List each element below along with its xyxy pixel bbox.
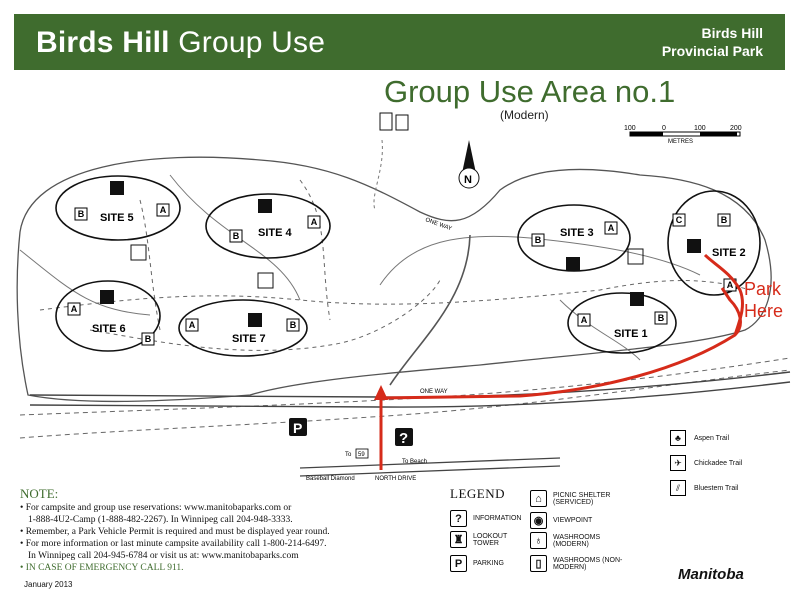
legend-item-lookout: ♜ LOOKOUT TOWER bbox=[450, 531, 513, 548]
info-icon: ? bbox=[450, 510, 467, 527]
svg-text:B: B bbox=[534, 235, 542, 245]
scale-tick-1: 100 bbox=[624, 125, 636, 132]
lookout-tower-icon bbox=[380, 113, 392, 130]
scale-tick-3: 100 bbox=[694, 125, 706, 132]
svg-text:B: B bbox=[232, 231, 240, 241]
north-drive-label: NORTH DRIVE bbox=[375, 476, 417, 482]
publication-date: January 2013 bbox=[24, 580, 73, 589]
legend-item-picnic: ⌂ PICNIC SHELTER (SERVICED) bbox=[530, 490, 633, 507]
svg-text:A: A bbox=[188, 320, 196, 330]
one-way-bottom-label: ONE WAY bbox=[420, 389, 448, 395]
trail-key-chickadee: ✈ Chickadee Trail bbox=[670, 455, 742, 471]
lookout-tower-icon: ♜ bbox=[450, 531, 467, 548]
site-6-label: SITE 6 bbox=[92, 323, 126, 335]
site-3-label: SITE 3 bbox=[560, 227, 594, 239]
park-name: Birds Hill Provincial Park bbox=[661, 25, 763, 59]
legend-item-parking: P PARKING bbox=[450, 555, 504, 572]
svg-text:B: B bbox=[657, 313, 665, 323]
site-5-label: SITE 5 bbox=[100, 212, 134, 224]
note-line: • IN CASE OF EMERGENCY CALL 911. bbox=[20, 563, 184, 573]
svg-text:A: A bbox=[310, 217, 318, 227]
legend-item-washroom-nonmodern: ▯ WASHROOMS (NON-MODERN) bbox=[530, 555, 623, 572]
to-beach-label: To Beach bbox=[402, 459, 428, 465]
notes-heading: NOTE: bbox=[20, 486, 59, 501]
scale-tick-2: 0 bbox=[662, 125, 666, 132]
viewpoint-icon: ◉ bbox=[530, 512, 547, 529]
page-title: Birds Hill Group Use bbox=[36, 26, 326, 59]
legend-item-viewpoint: ◉ VIEWPOINT bbox=[530, 512, 592, 529]
svg-text:B: B bbox=[289, 320, 297, 330]
manitoba-logo: Manitoba bbox=[678, 566, 744, 583]
notes-panel bbox=[20, 488, 430, 574]
note-line: • Remember, a Park Vehicle Permit is required and must be displayed year round. bbox=[20, 527, 330, 537]
picnic-shelter-icons bbox=[100, 181, 701, 327]
svg-text:B: B bbox=[144, 334, 152, 344]
site-4-label: SITE 4 bbox=[258, 227, 292, 239]
svg-text:B: B bbox=[77, 209, 85, 219]
site-2-label: SITE 2 bbox=[712, 247, 746, 259]
svg-text:P: P bbox=[293, 420, 303, 436]
compass-letter: N bbox=[464, 174, 472, 186]
washrooms-nonmodern-icon: ▯ bbox=[530, 555, 547, 572]
parking-icon: P bbox=[450, 555, 467, 572]
scale-bar bbox=[630, 132, 740, 136]
site-7-label: SITE 7 bbox=[232, 333, 266, 345]
aspen-trail-icon: ♣ bbox=[670, 430, 686, 446]
one-way-top-label: ONE WAY bbox=[424, 217, 453, 233]
legend-heading: LEGEND bbox=[450, 486, 505, 501]
area-title: Group Use Area no.1 bbox=[384, 74, 676, 109]
bluestem-trail-icon: ⫽ bbox=[670, 480, 686, 496]
picnic-shelter-icon: ⌂ bbox=[530, 490, 547, 507]
scale-tick-4: 200 bbox=[730, 125, 742, 132]
note-line: • For campsite and group use reservations: www.manitobaparks.com or bbox=[20, 503, 292, 513]
note-line: • For more information or last minute campsite availability call 1-800-214-6497. bbox=[20, 539, 327, 549]
note-line: In Winnipeg call 204-945-6784 or visit us at: www.manitobaparks.com bbox=[28, 551, 299, 561]
note-line: 1-888-4U2-Camp (1-888-482-2267). In Winnipeg call 204-948-3333. bbox=[28, 515, 293, 525]
svg-text:A: A bbox=[70, 304, 78, 314]
svg-text:?: ? bbox=[399, 430, 409, 447]
area-subtitle: (Modern) bbox=[500, 108, 549, 122]
svg-text:A: A bbox=[159, 205, 167, 215]
svg-text:C: C bbox=[675, 215, 683, 225]
baseball-label: Baseball Diamond bbox=[306, 476, 355, 482]
trail-key-aspen: ♣ Aspen Trail bbox=[670, 430, 729, 446]
site-1-label: SITE 1 bbox=[614, 328, 648, 340]
svg-text:A: A bbox=[580, 315, 588, 325]
legend bbox=[450, 486, 505, 502]
svg-text:A: A bbox=[726, 280, 734, 290]
chickadee-trail-icon: ✈ bbox=[670, 455, 686, 471]
hwy-number: 59 bbox=[358, 452, 365, 458]
svg-text:B: B bbox=[720, 215, 728, 225]
svg-text:A: A bbox=[607, 223, 615, 233]
route-arrow bbox=[374, 385, 388, 400]
park-here-label: Park Here bbox=[744, 279, 784, 321]
area-boundary bbox=[17, 157, 771, 401]
washrooms-modern-icon: ♁ bbox=[530, 532, 547, 549]
legend-item-info: ? INFORMATION bbox=[450, 510, 521, 527]
legend-item-washroom-modern: ♁ WASHROOMS (MODERN) bbox=[530, 532, 613, 549]
to-hwy-label: To bbox=[345, 452, 352, 458]
scale-unit: METRES bbox=[668, 139, 694, 145]
trail-key-bluestem: ⫽ Bluestem Trail bbox=[670, 480, 738, 496]
